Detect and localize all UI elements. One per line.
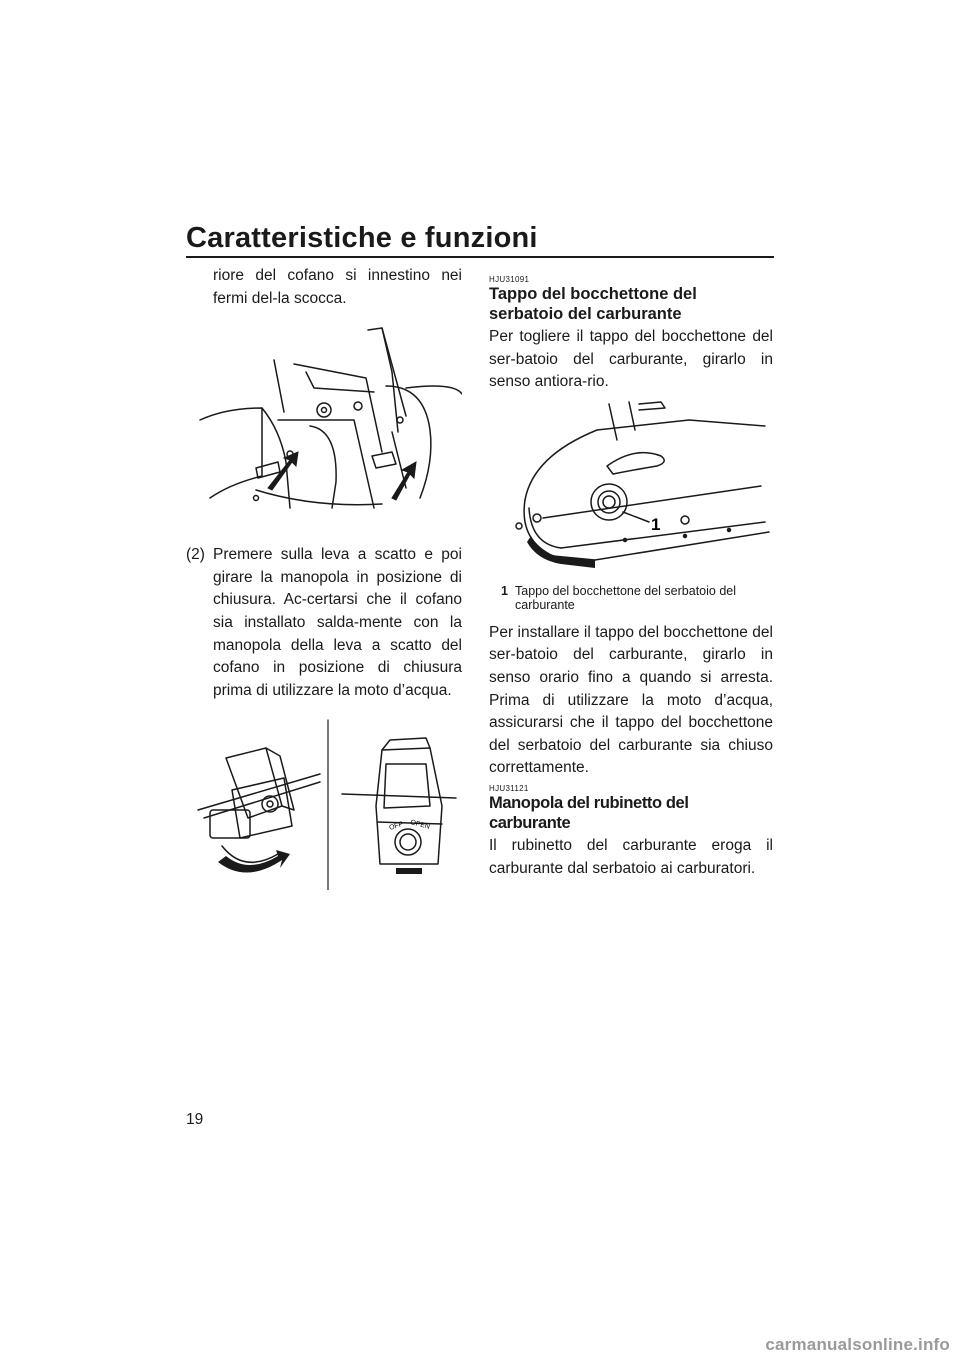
title-rule (186, 256, 774, 258)
caption-text: Tappo del bocchettone del serbatoio del carburante (515, 583, 736, 612)
fuel-cap-illustration (489, 400, 773, 580)
right-column (489, 265, 773, 880)
lock-label-off: OFF (388, 821, 404, 833)
step-number: (2) (186, 546, 205, 564)
callout-number: 1 (651, 514, 661, 534)
lock-knob-illustration (186, 714, 462, 890)
section-heading-fuel-cock: Manopola del rubinetto del carburante (489, 793, 689, 832)
hood-latch-illustration (186, 312, 462, 510)
section-code: HJU31091 (489, 275, 530, 284)
step-text: Premere sulla leva a scatto e poi girare la manopola in posizione di chiusura. Ac-certarsi che il cofano sia installato salda-mente con la manopola della leva a scatto del cofano in posizione di chiusura prima di utilizzare la moto d’acqua. (213, 546, 462, 699)
lock-label-open: OPEN (409, 819, 431, 832)
fuel-cock-paragraph: Il rubinetto del carburante eroga il carburante dal serbatoio ai carburatori. (489, 836, 773, 877)
section-code: HJU31121 (489, 783, 529, 793)
figure-caption (501, 584, 773, 612)
fuel-cap-install-paragraph: Per installare il tappo del bocchettone del ser-batoio del carburante, girarlo in senso orario fino a quando si arresta. Prima di utilizzare la moto d’acqua, assicurarsi che il tappo del bocchettone del serbatoio del carburante sia chiuso correttamente. (489, 623, 773, 777)
continued-paragraph: riore del cofano si innestino nei fermi del-la scocca. (213, 267, 462, 307)
step-2 (186, 544, 462, 702)
caption-number: 1 (501, 583, 508, 598)
page-title: Caratteristiche e funzioni (186, 222, 538, 254)
fuel-cap-remove-paragraph: Per togliere il tappo del bocchettone del ser-batoio del carburante, girarlo in senso antiora-rio. (489, 328, 773, 391)
page-number: 19 (186, 1111, 204, 1128)
watermark-link[interactable]: carmanualsonline.info (765, 1335, 950, 1354)
left-column (186, 265, 462, 890)
section-heading-fuel-cap: Tappo del bocchettone del serbatoio del carburante (489, 285, 697, 323)
